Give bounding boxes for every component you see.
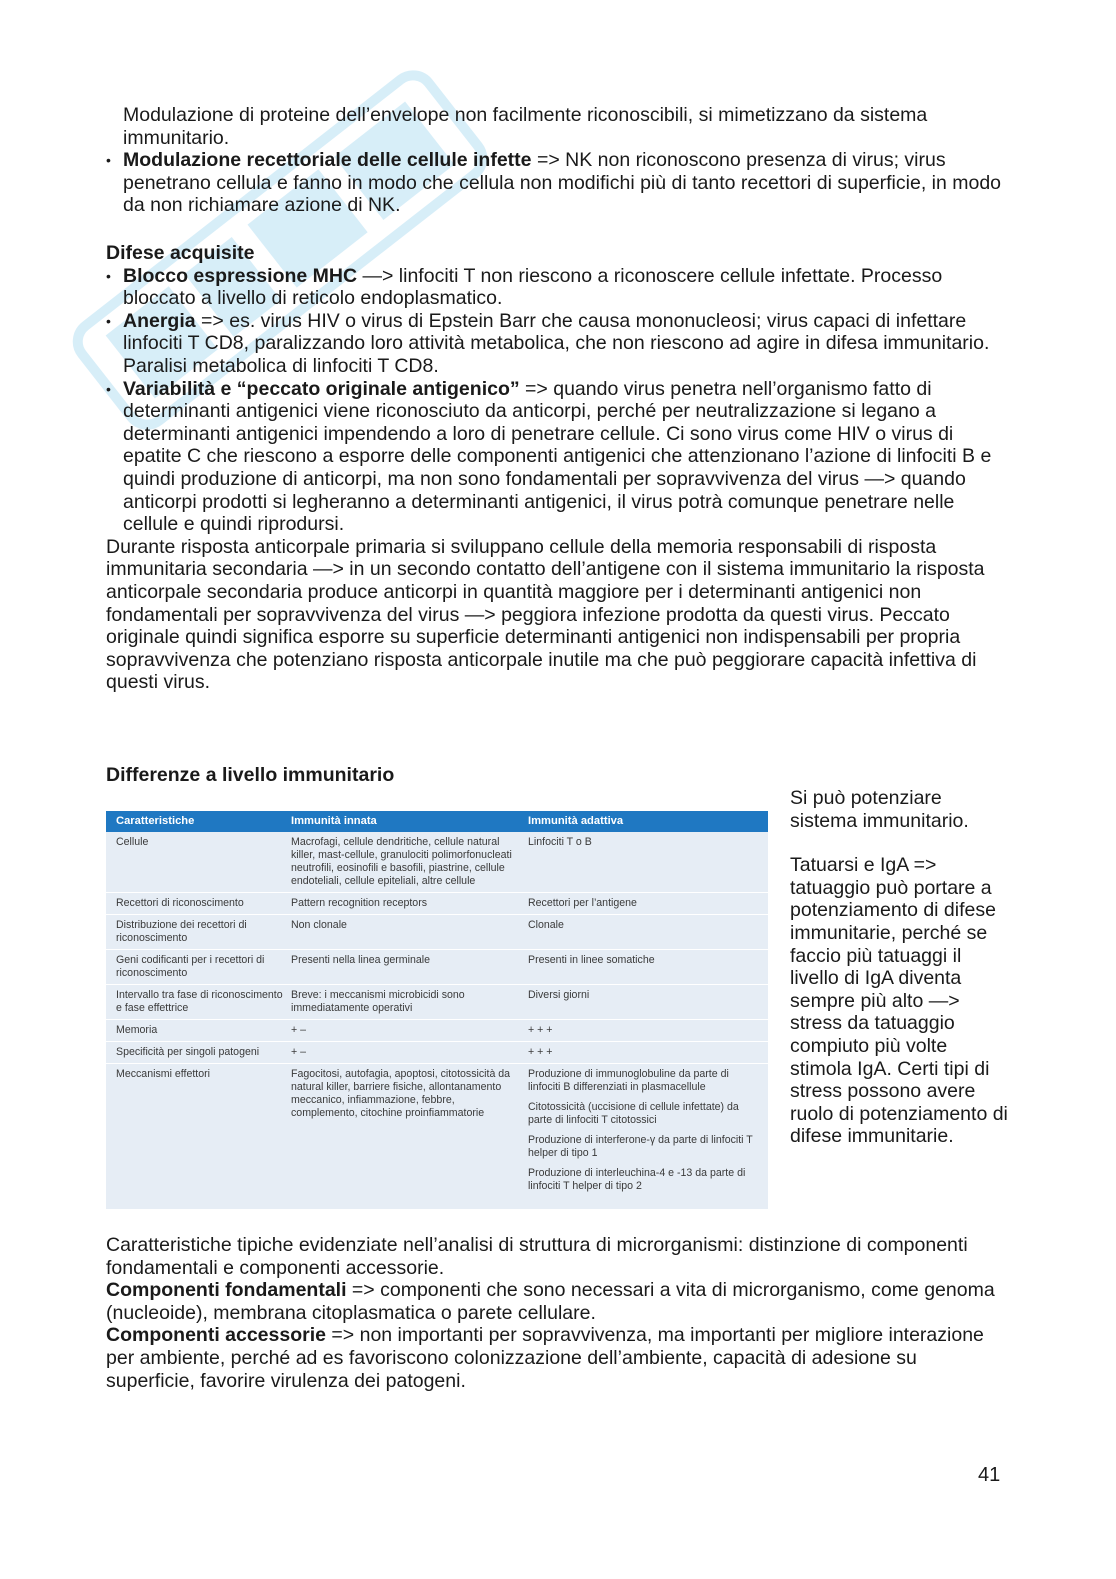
table-cell: Non clonale [291,919,347,931]
bullet-bold: Blocco espressione MHC [123,264,358,287]
page-number: 41 [978,1464,1001,1486]
table-cell: Diversi giorni [528,989,590,1001]
bullet-text: => quando virus penetra nell’organismo fatto di determinanti antigenici viene riconosciuto da anticorpi, perché per neutralizzazione si legano a determinanti antigenici impendendo a loro di penetrare cellule. Ci sono virus come HIV o virus di epatite C che riescono a esporre delle componenti antigenici che attenzionano l’azione di linfociti B e quindi produzione di anticorpi, ma non sono fondamentali per sopravvivenza del virus —> quando anticorpi prodotti si legheranno a determinanti antigenici, il virus potrà comunque penetrare nelle cellule e quindi riprodursi. [123,377,992,536]
effector-subitem: Produzione di interleuchina-4 e -13 da parte di linfociti T helper di tipo 2 [528,1167,746,1192]
continuation-text: Modulazione di proteine dell’envelope non facilmente riconoscibili, si mimetizzano da sistema immunitario. [123,104,928,149]
body-paragraph: Durante risposta anticorpale primaria si sviluppano cellule della memoria responsabili di risposta immunitaria secondaria —> in un secondo contatto dell’antigene con il sistema immunitario la risposta anticorpale secondaria produce anticorpi in quantità maggiore per i determinanti antigenici non fondamentali per sopravvivenza del virus —> peggiora infezione prodotta da questi virus. Peccato originale quindi significa esporre su superficie determinanti antigenici non indispensabili per propria sopravvivenza che potenziano risposta anticorpale inutile ma che può peggiorare capacità infettiva di questi virus. [106,535,985,694]
table-cell: Fagocitosi, autofagia, apoptosi, citotossicità da natural killer, barriere fisiche, allontanamento meccanico, infiammazione, febbre, complemento, citochine proinfiammatorie [291,1068,511,1119]
bullet-glyph: • [106,152,111,169]
table-row [106,1020,768,1042]
body-paragraph: Caratteristiche tipiche evidenziate nell’analisi di struttura di microrganismi: distinzione di componenti fondamentali e componenti accessorie. [106,1234,968,1279]
table-row [106,832,768,893]
table-cell: Clonale [528,919,564,931]
table-cell: Presenti in linee somatiche [528,954,655,966]
section-heading: Difese acquisite [106,242,255,264]
bullet-bold: Modulazione recettoriale delle cellule infette [123,149,532,172]
top-section [106,104,1006,217]
definition-paragraph [106,1324,1006,1392]
bullet-bold: Anergia [123,309,196,332]
table-header [106,811,768,832]
bullet-bold: Variabilità e “peccato originale antigenico” [123,377,520,400]
table-cell: Recettori per l’antigene [528,897,637,909]
section-heading: Differenze a livello immunitario [106,764,395,786]
table-cell: Geni codificanti per i recettori di riconoscimento [116,954,265,979]
table-cell: Cellule [116,836,149,848]
bullet-item [106,378,1006,536]
bullet-glyph: • [106,380,111,397]
table-cell [528,1064,768,1197]
table-cell: + + + [528,1046,553,1058]
table-row [106,985,768,1020]
table-cell: Presenti nella linea germinale [291,954,430,966]
bullet-text: —> linfociti T non riescono a riconoscere cellule infettate. Processo bloccato a livello di reticolo endoplasmatico. [123,264,943,310]
bullet-glyph: • [106,267,111,284]
bullet-item [106,265,1006,310]
bullet-item [106,310,1006,378]
table-cell: + – [291,1024,307,1036]
header-cell: Caratteristiche [116,815,195,827]
side-note: Tatuarsi e IgA => tatuaggio può portare a potenziamento di difese immunitarie, perché se faccio più tatuaggi il livello di IgA diventa sempre più alto —> stress da tatuaggio compiuto più volte stimola IgA. Certi tipi di stress possono avere ruolo di potenziamento di difese immunitarie. [790,854,1008,1148]
effector-subitem: Citotossicità (uccisione di cellule infettate) da parte di linfociti T citotossici [528,1101,739,1126]
header-cell: Immunità innata [291,815,377,827]
table-cell: + – [291,1046,307,1058]
table-cell: Breve: i meccanismi microbicidi sono immediatamente operativi [291,989,465,1014]
table-row [106,915,768,950]
definition-term: Componenti accessorie [106,1324,326,1347]
acquired-defenses-section [106,242,1006,694]
definition-text: => non importanti per sopravvivenza, ma importanti per migliore interazione per ambiente, perché ad es favoriscono colonizzazione dell’ambiente, capacità di adesione su superficie, favorire virulenza dei patogeni. [106,1324,984,1392]
table-cell: Intervallo tra fase di riconoscimento e fase effettrice [116,989,283,1014]
table-cell: Memoria [116,1024,158,1036]
table-cell: Recettori di riconoscimento [116,897,244,909]
side-note: Si può potenziare sistema immunitario. [790,787,969,832]
table-cell: Linfociti T o B [528,836,592,848]
bottom-section [106,1234,1006,1392]
definition-text: => componenti che sono necessari a vita di microrganismo, come genoma (nucleoide), membrana citoplasmatica o parete cellulare. [106,1279,995,1324]
bullet-text: => es. virus HIV o virus di Epstein Barr che causa mononucleosi; virus capaci di infettare linfociti T CD8, paralizzando loro attività metabolica, che non riescono ad agire in difesa immunitario. Paralisi metabolica di linfociti T CD8. [123,309,990,377]
table-cell: Macrofagi, cellule dendritiche, cellule natural killer, mast-cellule, granulociti polimorfonucleati neutrofili, eosinofili e basofili, piastrine, cellule endoteliali, cellule epiteliali, altre cellule [291,836,512,887]
definition-term: Componenti fondamentali [106,1279,347,1302]
table-cell: Distribuzione dei recettori di riconoscimento [116,919,247,944]
table-cell: Pattern recognition receptors [291,897,428,909]
bullet-text: => NK non riconoscono presenza di virus; virus penetrano cellula e fanno in modo che cellula non modifichi più di tanto recettori di superficie, in modo da non richiamare azione di NK. [123,149,1002,217]
side-notes [790,787,1010,1148]
table-row [106,950,768,985]
table-row [106,893,768,915]
table-row [106,1042,768,1064]
bullet-glyph: • [106,312,111,329]
bullet-item [106,149,1006,217]
immunity-comparison-table [106,811,768,1209]
effector-subitem: Produzione di interferone-γ da parte di linfociti T helper di tipo 1 [528,1134,753,1159]
definition-paragraph [106,1279,1006,1324]
table-cell: Meccanismi effettori [116,1068,211,1080]
header-cell: Immunità adattiva [528,815,624,827]
table-cell: Specificità per singoli patogeni [116,1046,260,1058]
effector-subitem: Produzione di immunoglobuline da parte di linfociti B differenziati in plasmacellule [528,1068,729,1093]
table-cell: + + + [528,1024,553,1036]
table-row [106,1064,768,1197]
